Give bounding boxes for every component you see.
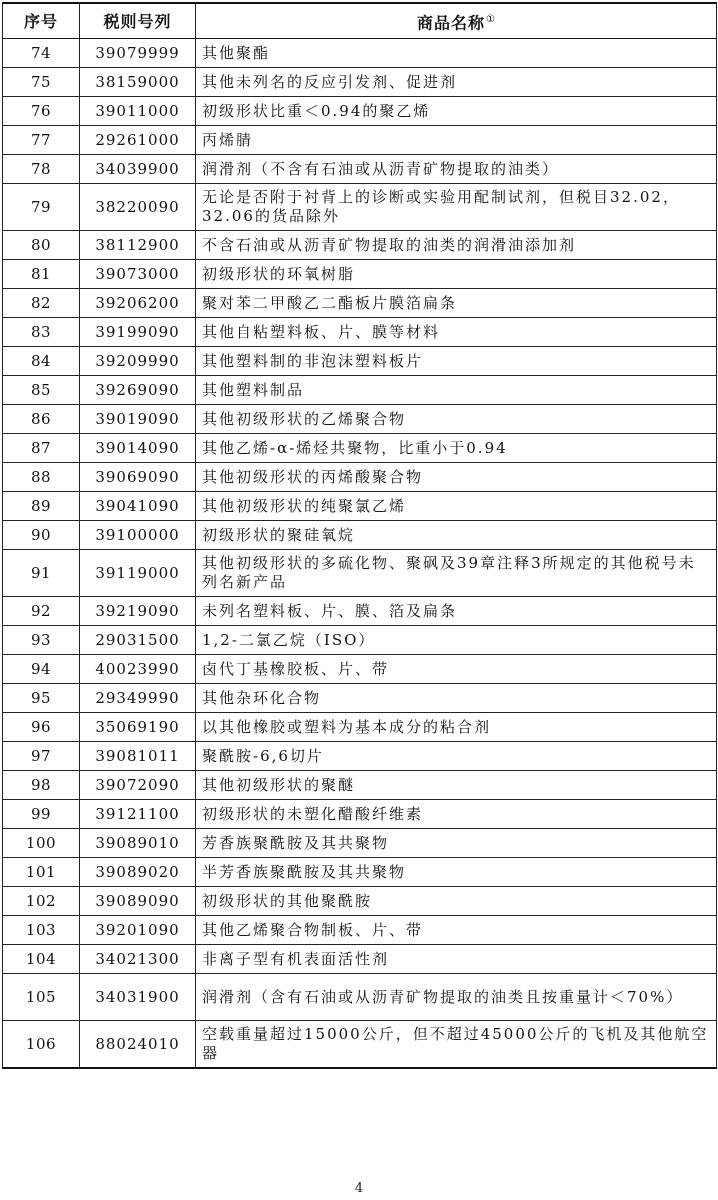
tariff-code-cell: 39119000 bbox=[80, 550, 196, 597]
seq-cell: 79 bbox=[3, 184, 80, 231]
product-name-cell: 其他乙烯聚合物制板、片、带 bbox=[196, 916, 717, 945]
product-name-cell: 半芳香族聚酰胺及其共聚物 bbox=[196, 858, 717, 887]
seq-cell: 99 bbox=[3, 800, 80, 829]
seq-cell: 83 bbox=[3, 318, 80, 347]
seq-cell: 81 bbox=[3, 260, 80, 289]
seq-cell: 101 bbox=[3, 858, 80, 887]
tariff-code-cell: 39014090 bbox=[80, 434, 196, 463]
tariff-code-cell: 39199090 bbox=[80, 318, 196, 347]
seq-cell: 105 bbox=[3, 974, 80, 1021]
product-name-cell: 其他自粘塑料板、片、膜等材料 bbox=[196, 318, 717, 347]
table-row bbox=[3, 434, 717, 463]
product-name-cell: 其他未列名的反应引发剂、促进剂 bbox=[196, 68, 717, 97]
product-name-cell: 其他杂环化合物 bbox=[196, 684, 717, 713]
page-number: 4 bbox=[354, 1181, 364, 1196]
table-row bbox=[3, 550, 717, 597]
tariff-code-cell: 88024010 bbox=[80, 1021, 196, 1069]
table-row bbox=[3, 713, 717, 742]
tariff-code-cell: 39206200 bbox=[80, 289, 196, 318]
table-row bbox=[3, 684, 717, 713]
product-name-cell: 其他初级形状的纯聚氯乙烯 bbox=[196, 492, 717, 521]
tariff-code-cell: 39079999 bbox=[80, 39, 196, 68]
tariff-code-cell: 39019090 bbox=[80, 405, 196, 434]
table-row bbox=[3, 521, 717, 550]
product-name-cell: 其他初级形状的聚醚 bbox=[196, 771, 717, 800]
table-row bbox=[3, 318, 717, 347]
seq-cell: 74 bbox=[3, 39, 80, 68]
tariff-code-cell: 39072090 bbox=[80, 771, 196, 800]
tariff-code-cell: 39073000 bbox=[80, 260, 196, 289]
product-name-cell: 其他乙烯-α-烯烃共聚物，比重小于0.94 bbox=[196, 434, 717, 463]
seq-cell: 84 bbox=[3, 347, 80, 376]
header-seq: 序号 bbox=[3, 3, 80, 39]
table-row bbox=[3, 97, 717, 126]
product-name-cell: 丙烯腈 bbox=[196, 126, 717, 155]
tariff-code-cell: 29261000 bbox=[80, 126, 196, 155]
product-name-cell: 初级形状的聚硅氧烷 bbox=[196, 521, 717, 550]
product-name-cell: 初级形状的其他聚酰胺 bbox=[196, 887, 717, 916]
seq-cell: 104 bbox=[3, 945, 80, 974]
tariff-code-cell: 34039900 bbox=[80, 155, 196, 184]
product-name-cell: 无论是否附于衬背上的诊断或实验用配制试剂，但税目32.02，32.06的货品除外 bbox=[196, 184, 717, 231]
table-row bbox=[3, 39, 717, 68]
table-row bbox=[3, 405, 717, 434]
tariff-code-cell: 39041090 bbox=[80, 492, 196, 521]
seq-cell: 82 bbox=[3, 289, 80, 318]
table-row bbox=[3, 155, 717, 184]
product-name-cell: 卤代丁基橡胶板、片、带 bbox=[196, 655, 717, 684]
header-name-label: 商品名称 bbox=[417, 13, 486, 33]
product-name-cell: 润滑剂（不含有石油或从沥青矿物提取的油类） bbox=[196, 155, 717, 184]
product-name-cell: 其他初级形状的乙烯聚合物 bbox=[196, 405, 717, 434]
tariff-code-cell: 34021300 bbox=[80, 945, 196, 974]
tariff-code-cell: 38159000 bbox=[80, 68, 196, 97]
seq-cell: 90 bbox=[3, 521, 80, 550]
table-row bbox=[3, 463, 717, 492]
table-row bbox=[3, 492, 717, 521]
tariff-code-cell: 39201090 bbox=[80, 916, 196, 945]
product-name-cell: 其他塑料制的非泡沫塑料板片 bbox=[196, 347, 717, 376]
seq-cell: 97 bbox=[3, 742, 80, 771]
product-name-cell: 润滑剂（含有石油或从沥青矿物提取的油类且按重量计＜70%） bbox=[196, 974, 717, 1021]
table-header bbox=[3, 3, 717, 39]
table-row bbox=[3, 974, 717, 1021]
tariff-table bbox=[2, 2, 717, 1069]
product-name-cell: 其他塑料制品 bbox=[196, 376, 717, 405]
product-name-cell: 未列名塑料板、片、膜、箔及扁条 bbox=[196, 597, 717, 626]
table-row bbox=[3, 68, 717, 97]
tariff-code-cell: 39011000 bbox=[80, 97, 196, 126]
header-row bbox=[3, 3, 717, 39]
tariff-code-cell: 39081011 bbox=[80, 742, 196, 771]
tariff-code-cell: 39219090 bbox=[80, 597, 196, 626]
table-row bbox=[3, 289, 717, 318]
seq-cell: 106 bbox=[3, 1021, 80, 1069]
tariff-code-cell: 39089010 bbox=[80, 829, 196, 858]
seq-cell: 87 bbox=[3, 434, 80, 463]
seq-cell: 94 bbox=[3, 655, 80, 684]
seq-cell: 98 bbox=[3, 771, 80, 800]
table-row bbox=[3, 858, 717, 887]
table-row bbox=[3, 945, 717, 974]
tariff-code-cell: 39089090 bbox=[80, 887, 196, 916]
table-row bbox=[3, 1021, 717, 1069]
tariff-code-cell: 39121100 bbox=[80, 800, 196, 829]
seq-cell: 86 bbox=[3, 405, 80, 434]
product-name-cell: 其他初级形状的丙烯酸聚合物 bbox=[196, 463, 717, 492]
table-row bbox=[3, 887, 717, 916]
product-name-cell: 1,2-二氯乙烷（ISO） bbox=[196, 626, 717, 655]
header-name bbox=[196, 3, 717, 39]
table-row bbox=[3, 742, 717, 771]
product-name-cell: 聚对苯二甲酸乙二酯板片膜箔扁条 bbox=[196, 289, 717, 318]
seq-cell: 102 bbox=[3, 887, 80, 916]
tariff-code-cell: 34031900 bbox=[80, 974, 196, 1021]
table-row bbox=[3, 376, 717, 405]
tariff-code-cell: 29031500 bbox=[80, 626, 196, 655]
table-row bbox=[3, 800, 717, 829]
seq-cell: 93 bbox=[3, 626, 80, 655]
product-name-cell: 空载重量超过15000公斤，但不超过45000公斤的飞机及其他航空器 bbox=[196, 1021, 717, 1069]
table-row bbox=[3, 231, 717, 260]
tariff-code-cell: 29349990 bbox=[80, 684, 196, 713]
seq-cell: 80 bbox=[3, 231, 80, 260]
table-row bbox=[3, 916, 717, 945]
footnote-marker: ① bbox=[486, 13, 495, 25]
table-row bbox=[3, 771, 717, 800]
seq-cell: 77 bbox=[3, 126, 80, 155]
seq-cell: 88 bbox=[3, 463, 80, 492]
table-row bbox=[3, 597, 717, 626]
header-code: 税则号列 bbox=[80, 3, 196, 39]
tariff-code-cell: 39209990 bbox=[80, 347, 196, 376]
table-body bbox=[3, 39, 717, 1069]
product-name-cell: 其他聚酯 bbox=[196, 39, 717, 68]
tariff-code-cell: 40023990 bbox=[80, 655, 196, 684]
table-row bbox=[3, 184, 717, 231]
seq-cell: 85 bbox=[3, 376, 80, 405]
product-name-cell: 其他初级形状的多硫化物、聚砜及39章注释3所规定的其他税号未列名新产品 bbox=[196, 550, 717, 597]
product-name-cell: 初级形状比重＜0.94的聚乙烯 bbox=[196, 97, 717, 126]
tariff-code-cell: 38112900 bbox=[80, 231, 196, 260]
seq-cell: 91 bbox=[3, 550, 80, 597]
table-row bbox=[3, 655, 717, 684]
tariff-code-cell: 38220090 bbox=[80, 184, 196, 231]
product-name-cell: 以其他橡胶或塑料为基本成分的粘合剂 bbox=[196, 713, 717, 742]
seq-cell: 95 bbox=[3, 684, 80, 713]
seq-cell: 78 bbox=[3, 155, 80, 184]
table-row bbox=[3, 347, 717, 376]
tariff-code-cell: 39269090 bbox=[80, 376, 196, 405]
tariff-code-cell: 39100000 bbox=[80, 521, 196, 550]
seq-cell: 103 bbox=[3, 916, 80, 945]
seq-cell: 92 bbox=[3, 597, 80, 626]
product-name-cell: 不含石油或从沥青矿物提取的油类的润滑油添加剂 bbox=[196, 231, 717, 260]
seq-cell: 100 bbox=[3, 829, 80, 858]
seq-cell: 75 bbox=[3, 68, 80, 97]
seq-cell: 96 bbox=[3, 713, 80, 742]
product-name-cell: 芳香族聚酰胺及其共聚物 bbox=[196, 829, 717, 858]
product-name-cell: 初级形状的环氧树脂 bbox=[196, 260, 717, 289]
product-name-cell: 非离子型有机表面活性剂 bbox=[196, 945, 717, 974]
table-row bbox=[3, 626, 717, 655]
table-row bbox=[3, 829, 717, 858]
table-row bbox=[3, 260, 717, 289]
product-name-cell: 聚酰胺-6,6切片 bbox=[196, 742, 717, 771]
product-name-cell: 初级形状的未塑化醋酸纤维素 bbox=[196, 800, 717, 829]
tariff-code-cell: 35069190 bbox=[80, 713, 196, 742]
table-row bbox=[3, 126, 717, 155]
seq-cell: 76 bbox=[3, 97, 80, 126]
tariff-code-cell: 39069090 bbox=[80, 463, 196, 492]
tariff-code-cell: 39089020 bbox=[80, 858, 196, 887]
seq-cell: 89 bbox=[3, 492, 80, 521]
